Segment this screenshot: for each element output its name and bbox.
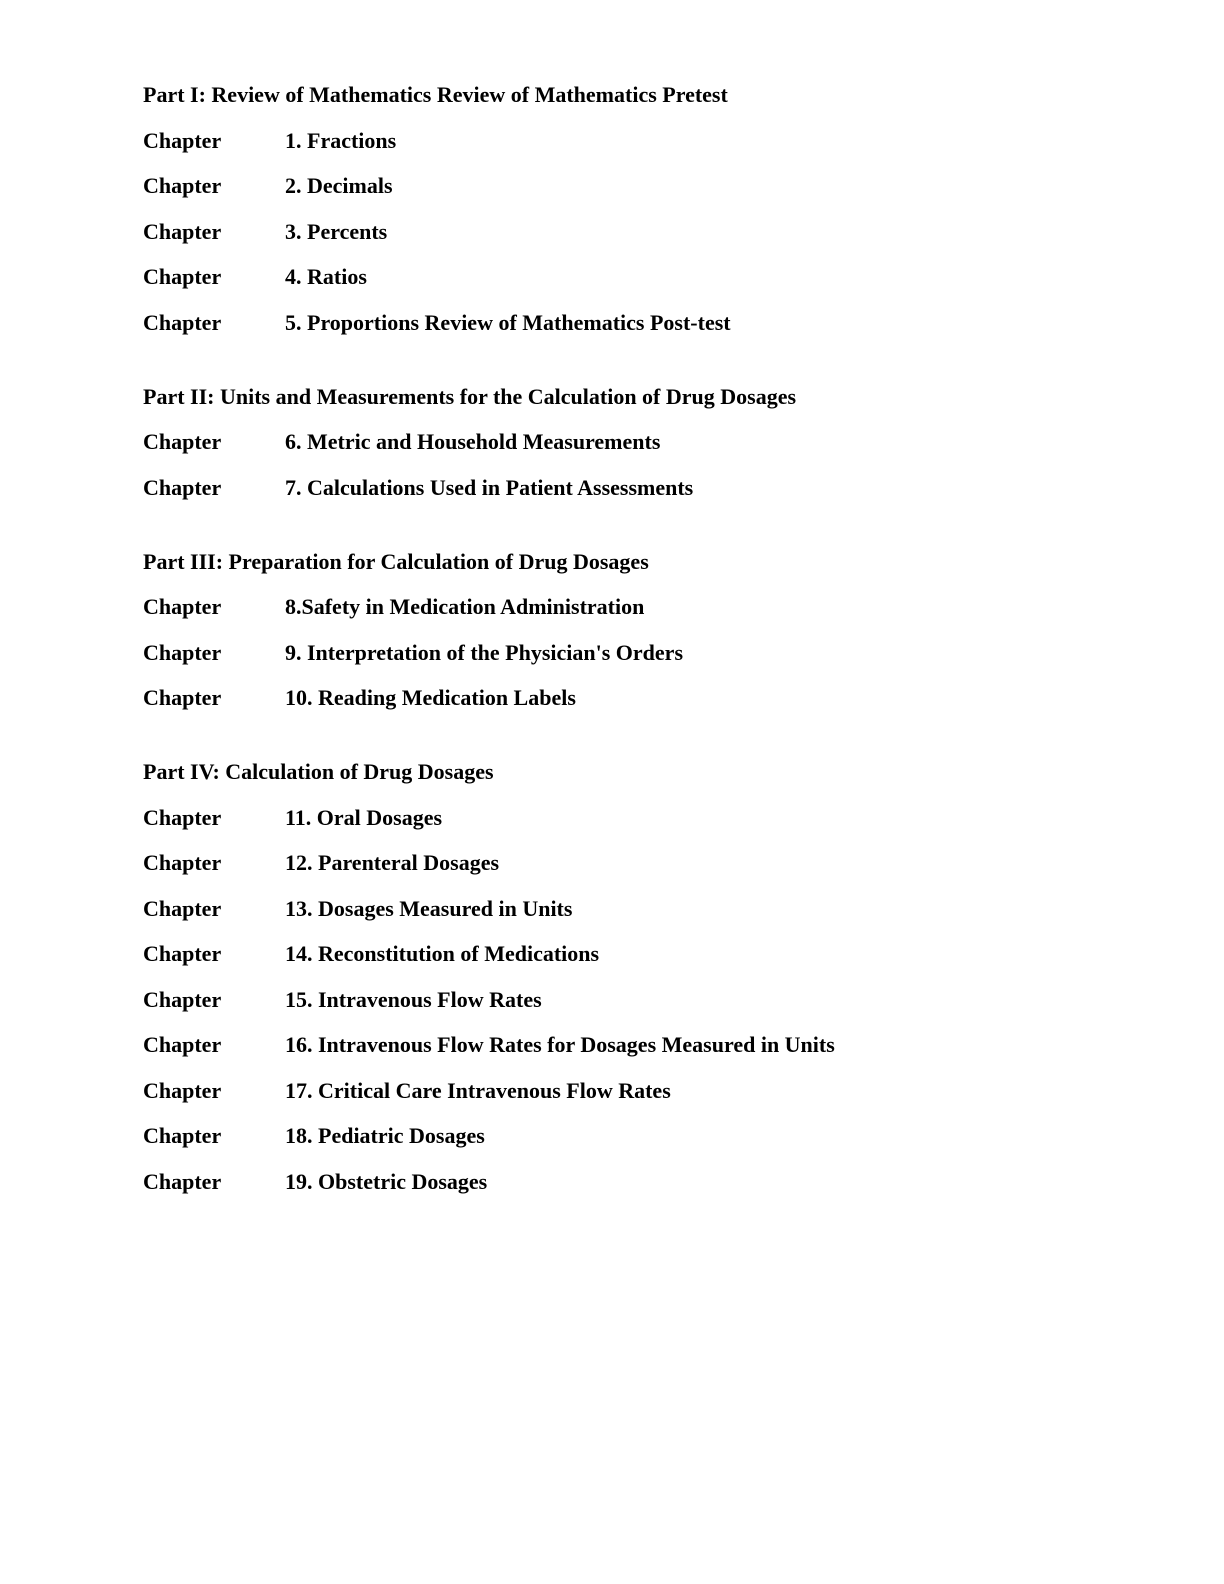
chapter-label: Chapter — [143, 895, 222, 921]
chapter-title: 1. Fractions — [285, 127, 397, 153]
chapter-label: Chapter — [143, 173, 222, 198]
chapter-title: 16. Intravenous Flow Rates for Dosages Measured in Units — [285, 1032, 835, 1057]
chapter-row — [143, 803, 1143, 833]
chapter-title: 4. Ratios — [285, 264, 367, 289]
chapter-label: Chapter — [143, 804, 222, 830]
chapter-row — [143, 638, 1143, 668]
part-3 — [143, 547, 1143, 714]
chapter-label: Chapter — [143, 1077, 222, 1103]
chapter-title: 2. Decimals — [285, 173, 393, 198]
chapter-row — [143, 308, 1143, 338]
chapter-label: Chapter — [143, 429, 222, 454]
chapter-row — [143, 217, 1143, 247]
chapter-row — [143, 985, 1143, 1015]
chapter-label: Chapter — [143, 127, 222, 153]
chapter-row — [143, 1121, 1143, 1151]
chapter-row — [143, 894, 1143, 924]
chapter-title: 10. Reading Medication Labels — [285, 685, 576, 710]
chapter-row — [143, 171, 1143, 201]
chapter-title: 3. Percents — [285, 218, 388, 244]
chapter-label: Chapter — [143, 474, 222, 500]
chapter-title: 7. Calculations Used in Patient Assessments — [285, 474, 694, 500]
chapter-label: Chapter — [143, 685, 222, 710]
chapter-label: Chapter — [143, 264, 222, 289]
table-of-contents — [143, 80, 1143, 1241]
chapter-row — [143, 592, 1143, 622]
chapter-label: Chapter — [143, 1032, 222, 1057]
chapter-title: 13. Dosages Measured in Units — [285, 895, 573, 921]
chapter-row — [143, 1076, 1143, 1106]
part-title: Part I: Review of Mathematics Review of Mathematics Pretest — [143, 82, 728, 107]
part-title: Part II: Units and Measurements for the Calculation of Drug Dosages — [143, 383, 797, 409]
chapter-title: 12. Parenteral Dosages — [285, 850, 500, 875]
part-4 — [143, 757, 1143, 1197]
chapter-title: 19. Obstetric Dosages — [285, 1168, 488, 1194]
chapter-row — [143, 683, 1143, 713]
chapter-row — [143, 427, 1143, 457]
chapter-row — [143, 1167, 1143, 1197]
chapter-label: Chapter — [143, 941, 222, 966]
chapter-row — [143, 939, 1143, 969]
chapter-title: 18. Pediatric Dosages — [285, 1123, 485, 1148]
chapter-label: Chapter — [143, 594, 222, 619]
chapter-row — [143, 126, 1143, 156]
chapter-row — [143, 262, 1143, 292]
chapter-row — [143, 1030, 1143, 1060]
chapter-label: Chapter — [143, 639, 222, 665]
chapter-label: Chapter — [143, 986, 222, 1012]
chapter-label: Chapter — [143, 1123, 222, 1148]
chapter-label: Chapter — [143, 309, 222, 335]
chapter-row — [143, 848, 1143, 878]
part-1 — [143, 80, 1143, 338]
chapter-label: Chapter — [143, 1168, 222, 1194]
chapter-title: 15. Intravenous Flow Rates — [285, 986, 542, 1012]
chapter-title: 6. Metric and Household Measurements — [285, 429, 661, 454]
chapter-title: 17. Critical Care Intravenous Flow Rates — [285, 1077, 671, 1103]
chapter-label: Chapter — [143, 850, 222, 875]
chapter-title: 8.Safety in Medication Administration — [285, 594, 645, 619]
chapter-title: 14. Reconstitution of Medications — [285, 941, 600, 966]
chapter-title: 5. Proportions Review of Mathematics Post-test — [285, 309, 731, 335]
part-2 — [143, 382, 1143, 503]
chapter-row — [143, 473, 1143, 503]
chapter-label: Chapter — [143, 218, 222, 244]
part-title: Part IV: Calculation of Drug Dosages — [143, 759, 494, 784]
chapter-title: 9. Interpretation of the Physician's Orders — [285, 639, 684, 665]
chapter-title: 11. Oral Dosages — [285, 804, 443, 830]
part-title: Part III: Preparation for Calculation of Drug Dosages — [143, 548, 649, 574]
